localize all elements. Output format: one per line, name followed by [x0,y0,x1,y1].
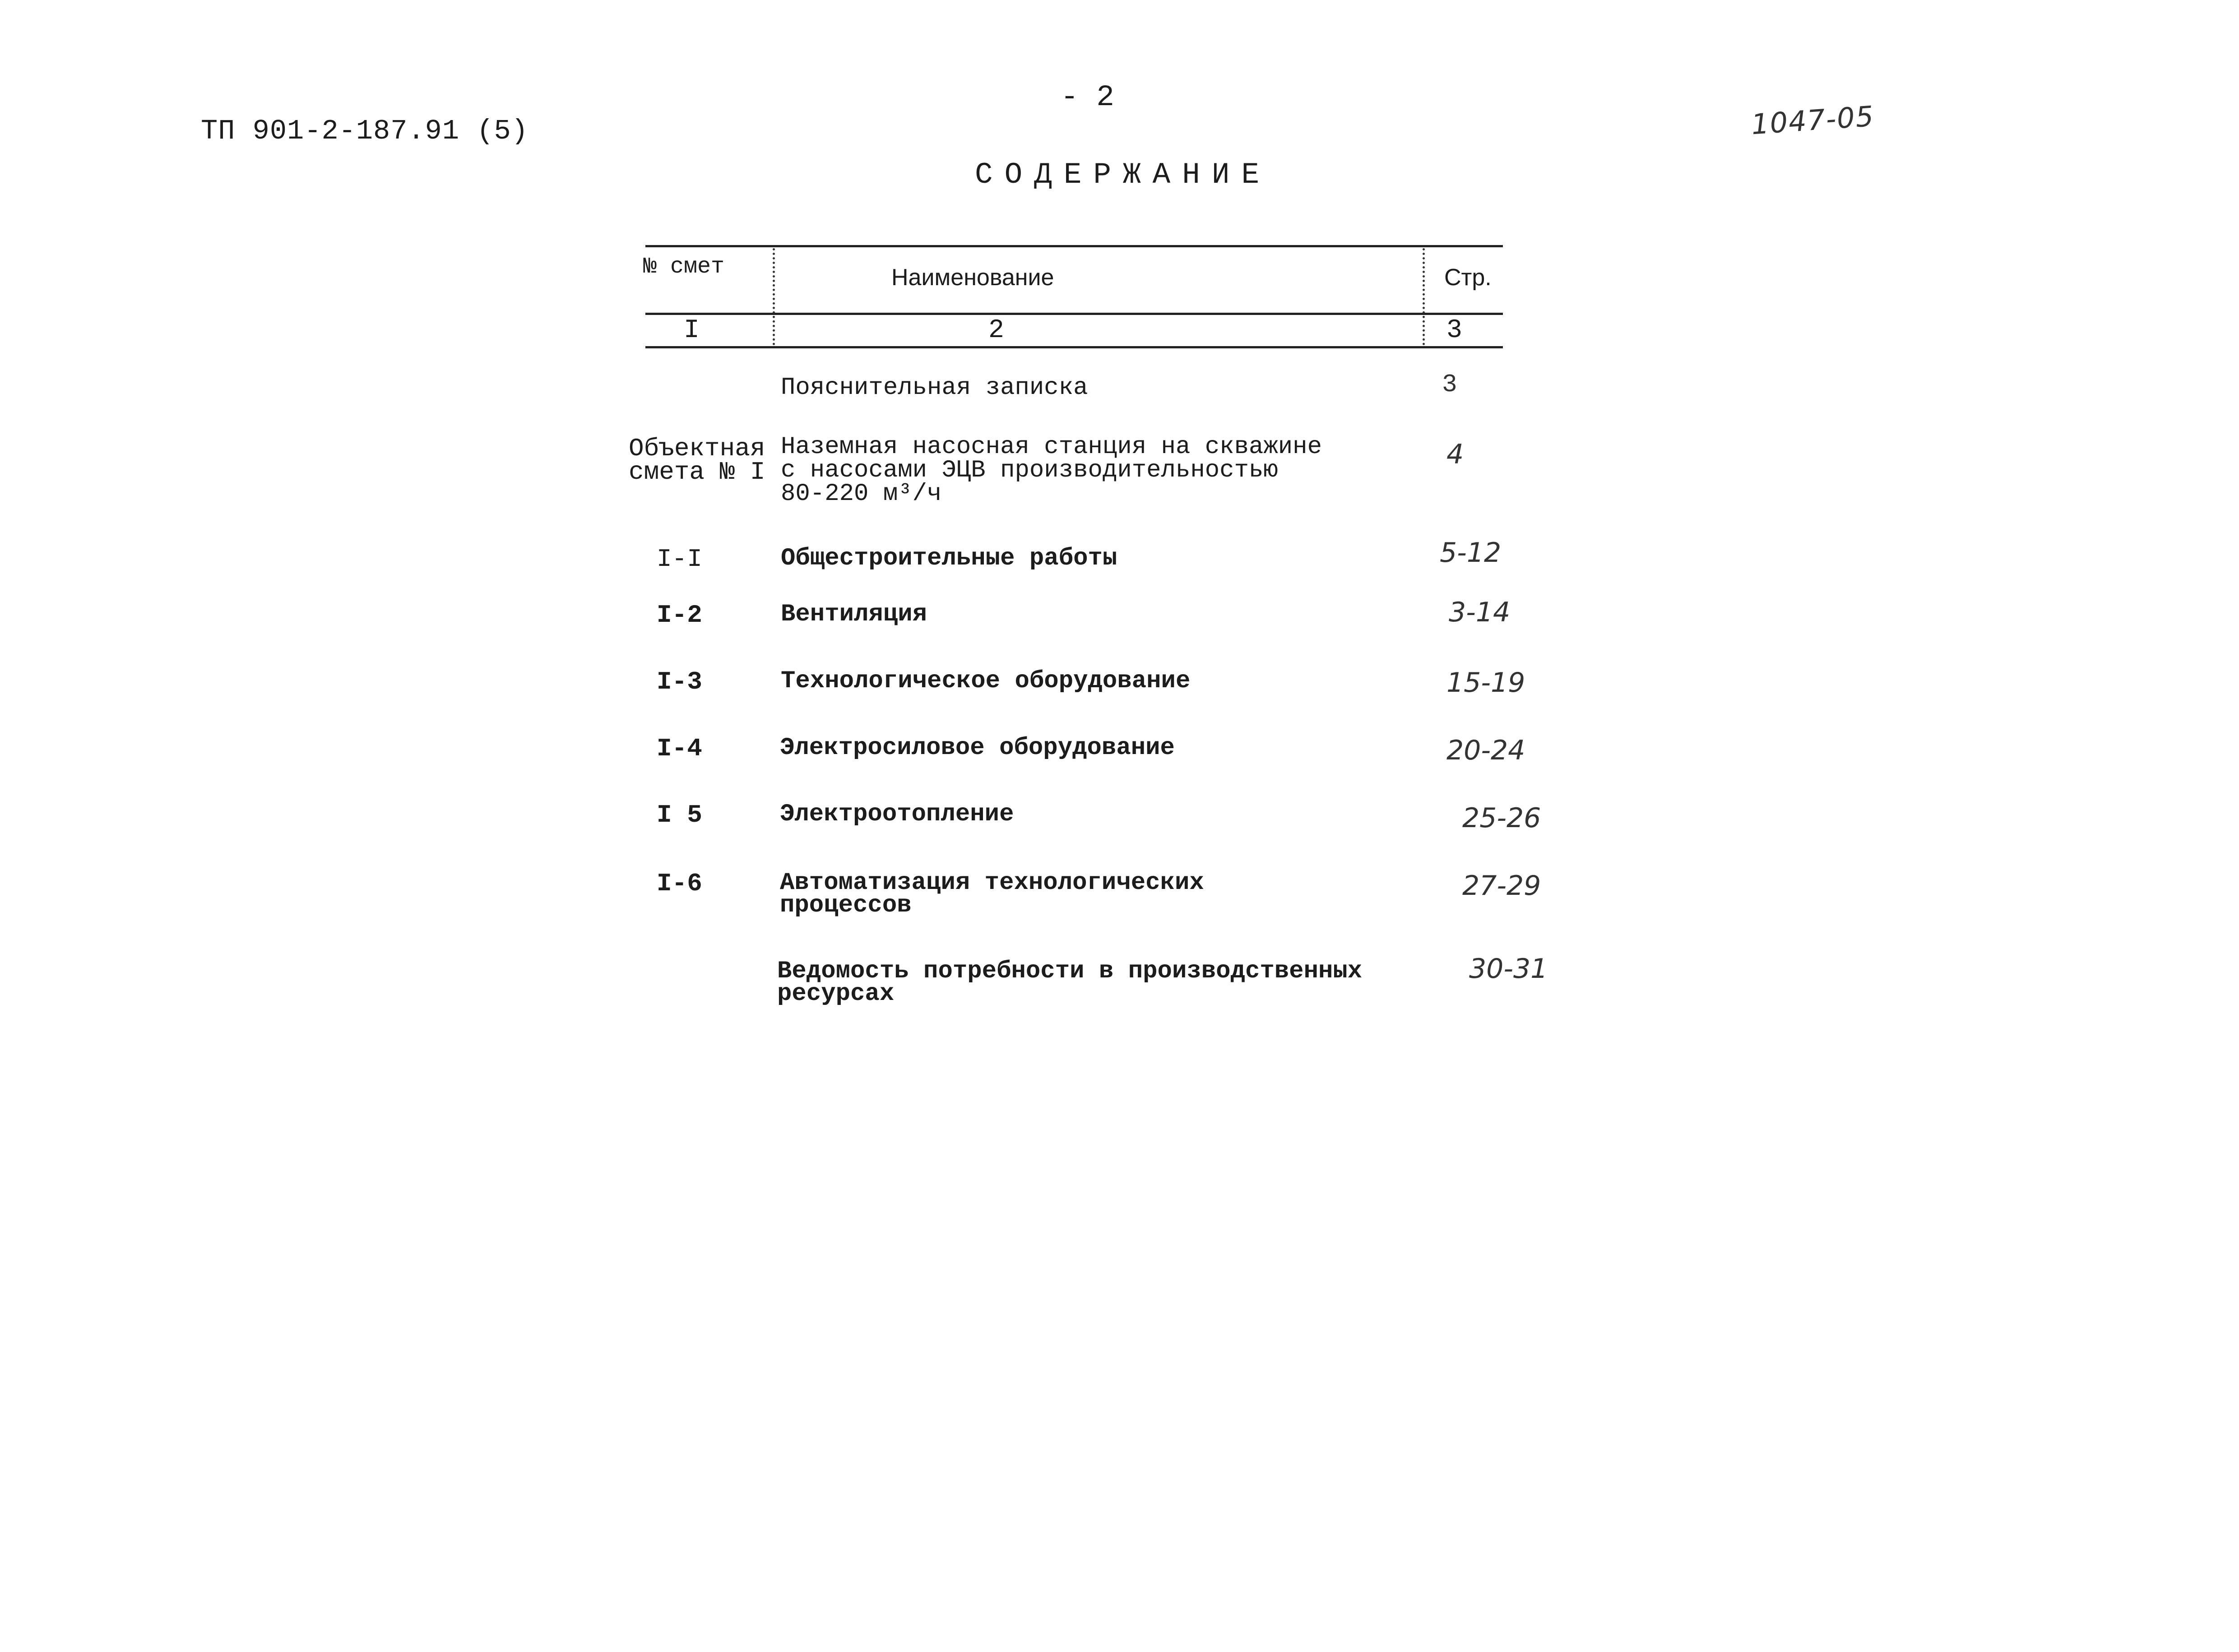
table-row-name: Электросиловое оборудование [780,734,1175,762]
column-number: I [684,316,700,345]
table-row-page: 30-31 [1469,953,1548,985]
column-number: 2 [988,316,1004,345]
page-number: - 2 [1061,80,1114,114]
table-row-page: 3-14 [1449,597,1511,628]
column-header-page: Стр. [1444,264,1492,291]
table-row-code: I 5 [657,801,702,829]
table-row-name: Ведомость потребности в производственных ресурсах [777,958,1363,1008]
table-top-rule [645,245,1503,247]
page-title: СОДЕРЖАНИЕ [975,158,1271,192]
table-row-name: Общестроительные работы [781,545,1117,572]
table-row-name: Пояснительная записка [781,374,1088,402]
table-row-name: Автоматизация технологических процессов [780,869,1204,919]
column-header-estimate-no: № смет [643,254,725,280]
table-row-page: 3 [1442,370,1457,399]
column-separator [773,248,775,345]
table-row-code: I-6 [657,869,702,898]
table-row-code: I-4 [657,734,702,763]
table-row-code: I-3 [657,667,702,696]
table-row-page: 27-29 [1462,870,1541,902]
column-separator [1423,248,1425,345]
table-row-page: 5-12 [1440,537,1502,569]
table-row-page: 25-26 [1462,802,1541,834]
table-row-name: Технологическое оборудование [781,667,1191,695]
document-code: ТП 901-2-187.91 (5) [201,115,528,147]
table-number-rule [645,346,1503,348]
column-number: 3 [1446,316,1462,345]
table-row-page: 20-24 [1446,735,1525,766]
table-row-page: 15-19 [1446,667,1525,699]
table-row-name: Электроотопление [780,801,1014,828]
table-row-name: Наземная насосная станция на скважине с насосами ЭЦВ производительностью 80-220 м³/ч [781,433,1322,508]
table-row-name: Вентиляция [781,601,927,628]
table-row-code: Объектная смета № I [629,434,765,486]
table-row-code: I-2 [657,601,702,629]
table-row-code: I-I [657,545,702,574]
table-row-page: 4 [1446,439,1464,470]
column-header-name: Наименование [891,264,1054,291]
archive-number: 1047-05 [1750,99,1876,141]
